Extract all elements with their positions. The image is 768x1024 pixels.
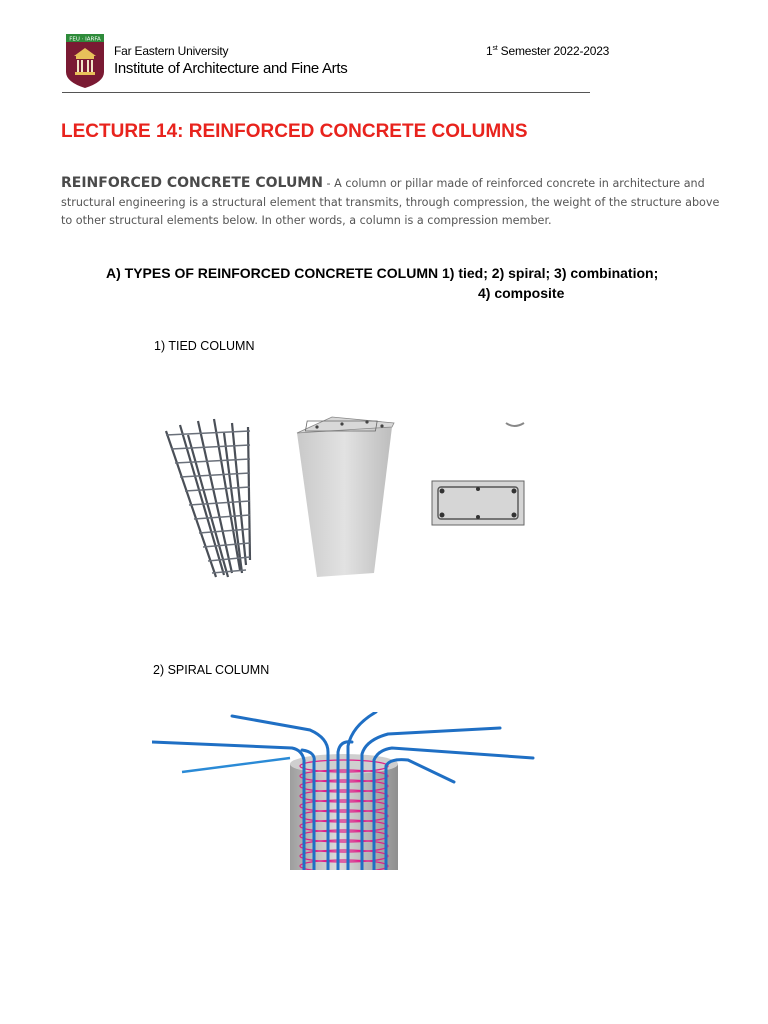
semester-rest: Semester 2022-2023 [497,44,610,58]
tied-column-heading: 1) TIED COLUMN [154,339,255,353]
header-divider [62,92,590,93]
spiral-column-heading: 2) SPIRAL COLUMN [153,663,270,677]
spiral-column-figure [152,712,535,870]
semester-ordinal: 1 [486,44,493,58]
types-heading-line2: 4) composite [478,285,565,301]
institute-name: Institute of Architecture and Fine Arts [114,60,348,77]
types-heading-line1: A) TYPES OF REINFORCED CONCRETE COLUMN 1) tied; 2) spiral; 3) combination; [106,265,659,281]
page-title: LECTURE 14: REINFORCED CONCRETE COLUMNS [61,121,528,142]
types-heading [106,263,736,303]
logo-text: FEU · IARFA [69,36,101,43]
university-seal-icon [66,34,104,88]
semester-label [486,44,609,58]
semester-suffix: st [492,45,498,52]
definition-paragraph [61,174,721,231]
university-name: Far Eastern University [114,44,229,58]
tied-column-figure [152,405,535,585]
definition-text: - A column or pillar made of reinforced concrete in architecture and structural engineering is a structural element that transmits, through compression, the weight of the structure above to other structural elements below. In other words, a column is a compression member. [61,177,720,227]
definition-term: REINFORCED CONCRETE COLUMN [61,175,323,191]
